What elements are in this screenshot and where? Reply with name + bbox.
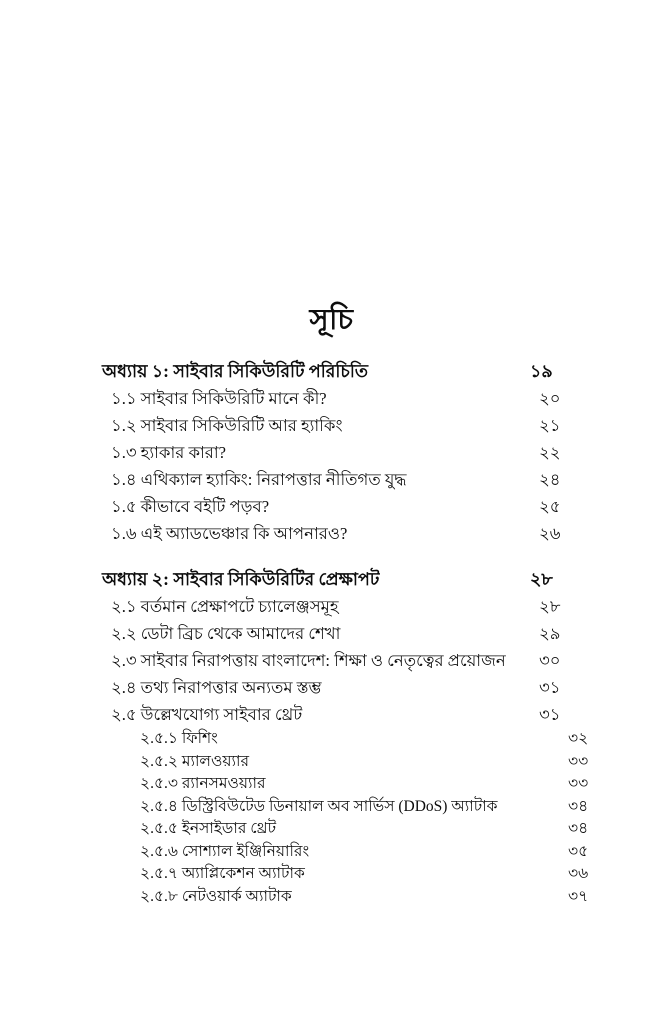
toc-entry-label: ২.২ ডেটা ব্রিচ থেকে আমাদের শেখা — [111, 624, 341, 643]
toc-entry-page-number: ৩০ — [539, 651, 561, 670]
toc-entry-page-number: ২৬ — [539, 524, 561, 543]
toc-entry-row[interactable] — [111, 385, 573, 412]
toc-entry-row[interactable] — [140, 728, 602, 751]
toc-entry-page-number: ৩২ — [568, 730, 589, 747]
toc-entry-label: ১.১ সাইবার সিকিউরিটি মানে কী? — [111, 389, 327, 408]
toc-entry-label: ২.৫.৮ নেটওয়ার্ক অ্যাটাক — [140, 887, 292, 905]
toc-entry-page-number: ২৮ — [530, 569, 553, 589]
toc-entry-label: ২.৫.৩ র‍্যানসমওয়্যার — [140, 775, 266, 792]
toc-entry-page-number: ৩৩ — [568, 775, 589, 792]
toc-entry-page-number: ৩৪ — [568, 797, 589, 815]
toc-entry-row[interactable] — [111, 620, 573, 647]
toc-entry-row[interactable] — [140, 773, 602, 796]
toc-entry-row[interactable] — [140, 863, 602, 886]
toc-entry-row[interactable] — [140, 796, 602, 819]
toc-entry-label: ২.৫.৫ ইনসাইডার থ্রেট — [140, 820, 277, 837]
toc-entry-label: ২.৫.৬ সোশ্যাল ইঞ্জিনিয়ারিং — [140, 842, 310, 860]
toc-entry-label: ২.৫.৭ অ্যাপ্লিকেশন অ্যাটাক — [140, 865, 305, 882]
toc-entry-page-number: ২৫ — [539, 497, 561, 516]
toc-entry-page-number: ৩৫ — [568, 842, 589, 860]
toc-entry-row[interactable] — [140, 751, 602, 774]
toc-entry-row[interactable] — [111, 520, 573, 547]
toc-entry-row[interactable] — [111, 647, 573, 674]
toc-entry-label: ১.৪ এথিক্যাল হ্যাকিং: নিরাপত্তার নীতিগত যুদ্ধ — [111, 470, 407, 489]
toc-entry-page-number: ৩৭ — [568, 887, 589, 905]
toc-entry-row[interactable] — [111, 439, 573, 466]
page-title: সূচি — [309, 304, 354, 337]
toc-entry-row[interactable] — [140, 841, 602, 864]
toc-entry-page-number: ২১ — [539, 416, 561, 435]
toc-entry-row[interactable] — [111, 701, 573, 728]
toc-entry-label: অধ্যায় ২: সাইবার সিকিউরিটির প্রেক্ষাপট — [102, 569, 380, 589]
toc-entry-label: ১.৫ কীভাবে বইটি পড়ব? — [111, 497, 270, 516]
toc-entry-row[interactable] — [140, 886, 602, 909]
toc-entry-page-number: ৩৪ — [568, 820, 589, 837]
toc-entry-page-number: ২৪ — [539, 470, 561, 489]
toc-entry-label: ১.৬ এই অ্যাডভেঞ্চার কি আপনারও? — [111, 524, 348, 543]
toc-entry-label: ২.৫ উল্লেখযোগ্য সাইবার থ্রেট — [111, 705, 303, 724]
toc-entry-row[interactable] — [111, 493, 573, 520]
toc-entry-page-number: ৩১ — [539, 678, 561, 697]
toc-entry-page-number: ৩১ — [539, 705, 561, 724]
toc-entry-page-number: ১৯ — [530, 361, 553, 381]
toc-entry-label: ২.৫.৪ ডিস্ট্রিবিউটেড ডিনায়াল অব সার্ভিস (DDoS) অ্যাটাক — [140, 797, 498, 815]
toc-entry-label: ১.৩ হ্যাকার কারা? — [111, 443, 226, 462]
toc-chapter-row[interactable] — [102, 358, 564, 385]
toc-entry-page-number: ২০ — [539, 389, 561, 408]
toc-entry-page-number: ৩৬ — [568, 865, 589, 882]
toc-chapter-row[interactable] — [102, 566, 564, 593]
toc-entry-label: ২.৩ সাইবার নিরাপত্তায় বাংলাদেশ: শিক্ষা ও নেতৃত্বের প্রয়োজন — [111, 651, 506, 670]
table-of-contents — [102, 358, 589, 908]
toc-entry-row[interactable] — [111, 412, 573, 439]
toc-entry-page-number: ২৮ — [539, 597, 561, 616]
toc-entry-label: ২.৫.১ ফিশিং — [140, 730, 218, 747]
toc-entry-page-number: ২৯ — [539, 624, 561, 643]
toc-entry-label: ২.১ বর্তমান প্রেক্ষাপটে চ্যালেঞ্জসমূহ — [111, 597, 339, 616]
toc-entry-label: ২.৫.২ ম্যালওয়্যার — [140, 752, 250, 770]
toc-entry-page-number: ৩৩ — [568, 752, 589, 770]
toc-entry-page-number: ২২ — [539, 443, 561, 462]
toc-entry-row[interactable] — [111, 593, 573, 620]
toc-entry-row[interactable] — [111, 674, 573, 701]
toc-entry-label: ১.২ সাইবার সিকিউরিটি আর হ্যাকিং — [111, 416, 343, 435]
toc-entry-label: ২.৪ তথ্য নিরাপত্তার অন্যতম স্তম্ভ — [111, 678, 322, 697]
toc-entry-row[interactable] — [111, 466, 573, 493]
toc-entry-label: অধ্যায় ১: সাইবার সিকিউরিটি পরিচিতি — [102, 361, 369, 381]
toc-entry-row[interactable] — [140, 818, 602, 841]
